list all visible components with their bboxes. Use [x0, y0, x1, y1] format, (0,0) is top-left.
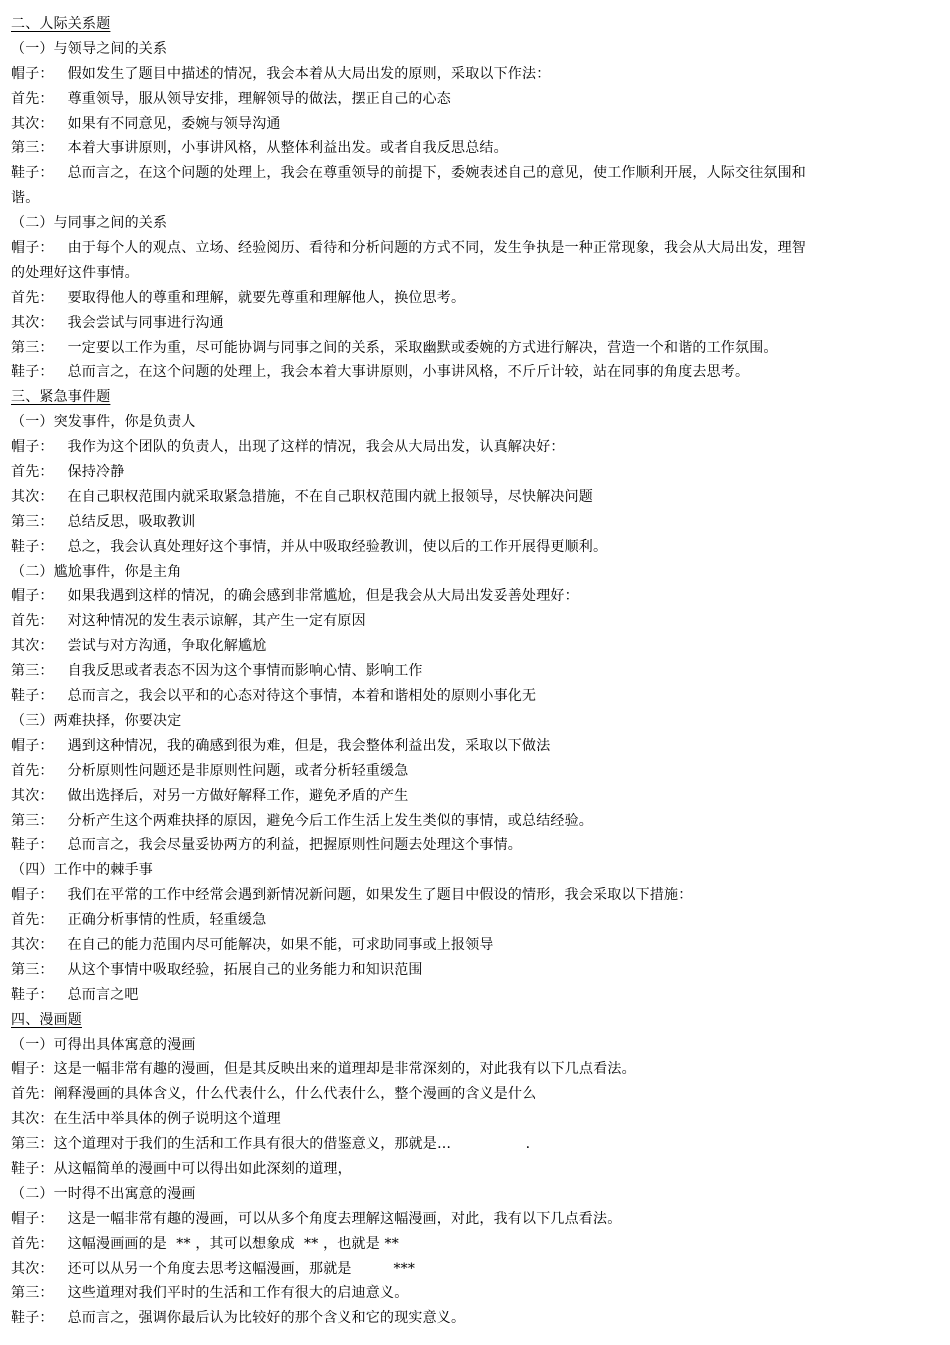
answer-text: 总而言之吧 — [67, 986, 139, 1003]
answer-line — [11, 286, 911, 311]
answer-line — [11, 634, 911, 659]
answer-text: 尊重领导，服从领导安排，理解领导的做法，摆正自己的心态 — [67, 90, 452, 107]
subsection-heading: （三）两难抉择，你要决定 — [11, 712, 182, 729]
answer-line — [11, 659, 911, 684]
answer-label: 首先： — [11, 90, 54, 107]
answer-line — [11, 784, 911, 809]
answer-label: 帽子： — [11, 588, 54, 605]
continuation-line: 谐。 — [11, 190, 40, 207]
answer-text: 一定要以工作为重，尽可能协调与同事之间的关系，采取幽默或委婉的方式进行解决，营造一个和谐的工作氛围。 — [67, 339, 778, 356]
answer-text: 在自己职权范围内就采取紧急措施，不在自己职权范围内就上报领导，尽快解决问题 — [67, 488, 594, 505]
answer-label: 帽子： — [11, 737, 54, 754]
section-heading-text: 三、紧急事件题 — [11, 389, 111, 406]
answer-line — [11, 1257, 911, 1282]
answer-text: 这幅漫画画的是 ** ，其可以想象成 ** ，也就是 ** — [67, 1235, 399, 1252]
answer-line — [11, 1157, 911, 1182]
answer-label: 首先： — [11, 912, 54, 929]
answer-label: 首先： — [11, 762, 54, 779]
answer-line — [11, 1306, 911, 1331]
answer-line — [11, 1281, 911, 1306]
answer-label: 第三： — [11, 140, 54, 157]
answer-label: 帽子： — [11, 240, 54, 257]
answer-label: 鞋子： — [11, 1160, 54, 1177]
answer-text: 从这幅简单的漫画中可以得出如此深刻的道理， — [53, 1160, 352, 1177]
answer-line — [11, 136, 911, 161]
answer-text: 这个道理对于我们的生活和工作具有很大的借鉴意义，那就是… . — [53, 1136, 531, 1153]
continuation-line: 的处理好这件事情。 — [11, 264, 139, 281]
answer-line — [11, 1082, 911, 1107]
answer-text: 自我反思或者表态不因为这个事情而影响心情、影响工作 — [67, 663, 423, 680]
answer-line — [11, 908, 911, 933]
section-heading — [11, 385, 911, 410]
answer-text: 这是一幅非常有趣的漫画，可以从多个角度去理解这幅漫画，对此，我有以下几点看法。 — [67, 1210, 622, 1227]
answer-label: 第三： — [11, 1136, 54, 1153]
answer-label: 其次： — [11, 488, 54, 505]
answer-label: 帽子： — [11, 1210, 54, 1227]
answer-line — [11, 460, 911, 485]
answer-text: 总而言之，强调你最后认为比较好的那个含义和它的现实意义。 — [67, 1310, 466, 1327]
answer-line — [11, 360, 911, 385]
answer-text: 分析原则性问题还是非原则性问题，或者分析轻重缓急 — [67, 762, 409, 779]
answer-text: 对这种情况的发生表示谅解，其产生一定有原因 — [67, 613, 366, 630]
answer-line — [11, 609, 911, 634]
answer-label: 其次： — [11, 787, 54, 804]
answer-label: 首先： — [11, 613, 54, 630]
answer-label: 首先： — [11, 464, 54, 481]
answer-line — [11, 1107, 911, 1132]
answer-text: 阐释漫画的具体含义，什么代表什么，什么代表什么，整个漫画的含义是什么 — [53, 1086, 537, 1103]
subsection-heading: （一）可得出具体寓意的漫画 — [11, 1036, 196, 1053]
answer-text: 总而言之，我会以平和的心态对待这个事情，本着和谐相处的原则小事化无 — [67, 688, 537, 705]
answer-text: 总之，我会认真处理好这个事情，并从中吸取经验教训，使以后的工作开展得更顺利。 — [67, 538, 608, 555]
answer-line — [11, 1057, 911, 1082]
section-heading-text: 二、人际关系题 — [11, 16, 111, 32]
answer-label: 第三： — [11, 961, 54, 978]
answer-text: 如果我遇到这样的情况，的确会感到非常尴尬，但是我会从大局出发妥善处理好： — [67, 588, 579, 605]
answer-label: 鞋子： — [11, 837, 54, 854]
subsection-heading: （一）突发事件，你是负责人 — [11, 414, 196, 431]
answer-text: 要取得他人的尊重和理解，就要先尊重和理解他人，换位思考。 — [67, 289, 466, 306]
answer-label: 首先： — [11, 289, 54, 306]
answer-line — [11, 1132, 911, 1157]
answer-label: 鞋子： — [11, 165, 54, 182]
answer-line — [11, 684, 911, 709]
answer-text: 总而言之，我会尽量妥协两方的利益，把握原则性问题去处理这个事情。 — [67, 837, 523, 854]
answer-text: 我会尝试与同事进行沟通 — [67, 314, 224, 331]
subsection-heading: （一）与领导之间的关系 — [11, 40, 168, 57]
answer-text: 保持冷静 — [67, 464, 125, 481]
answer-line — [11, 584, 911, 609]
answer-label: 第三： — [11, 1285, 54, 1302]
answer-line — [11, 336, 911, 361]
answer-text: 尝试与对方沟通，争取化解尴尬 — [67, 638, 267, 655]
answer-text: 总而言之，在这个问题的处理上，我会在尊重领导的前提下，委婉表述自己的意见，使工作顺利开展，人际交往氛围和 — [67, 165, 807, 182]
answer-line — [11, 833, 911, 858]
answer-line — [11, 734, 911, 759]
answer-label: 帽子： — [11, 65, 54, 82]
answer-text: 做出选择后，对另一方做好解释工作，避免矛盾的产生 — [67, 787, 409, 804]
answer-text: 还可以从另一个角度去思考这幅漫画，那就是 *** — [67, 1260, 416, 1277]
answer-label: 鞋子： — [11, 364, 54, 381]
answer-text: 我作为这个团队的负责人，出现了这样的情况，我会从大局出发，认真解决好： — [67, 439, 565, 456]
answer-text: 由于每个人的观点、立场、经验阅历、看待和分析问题的方式不同，发生争执是一种正常现象，我会从大局出发，理智 — [67, 240, 807, 257]
answer-line — [11, 983, 911, 1008]
answer-label: 鞋子： — [11, 986, 54, 1003]
answer-line — [11, 958, 911, 983]
answer-text: 遇到这种情况，我的确感到很为难，但是，我会整体利益出发，采取以下做法 — [67, 737, 551, 754]
answer-text: 总结反思，吸取教训 — [67, 513, 196, 530]
answer-line — [11, 62, 911, 87]
section-heading-text: 四、漫画题 — [11, 1011, 82, 1028]
answer-text: 这些道理对我们平时的生活和工作有很大的启迪意义。 — [67, 1285, 409, 1302]
subsection-heading: （四）工作中的棘手事 — [11, 862, 153, 879]
answer-text: 分析产生这个两难抉择的原因，避免今后工作生活上发生类似的事情，或总结经验。 — [67, 812, 594, 829]
answer-label: 鞋子： — [11, 538, 54, 555]
section-heading — [11, 1008, 911, 1033]
subsection-heading: （二）一时得不出寓意的漫画 — [11, 1185, 196, 1202]
answer-line — [11, 1207, 911, 1232]
answer-text: 正确分析事情的性质，轻重缓急 — [67, 912, 267, 929]
answer-label: 帽子： — [11, 887, 54, 904]
subsection-heading: （二）尴尬事件，你是主角 — [11, 563, 182, 580]
answer-label: 其次： — [11, 115, 54, 132]
answer-text: 从这个事情中吸取经验，拓展自己的业务能力和知识范围 — [67, 961, 423, 978]
answer-label: 鞋子： — [11, 1310, 54, 1327]
answer-label: 鞋子： — [11, 688, 54, 705]
answer-label: 第三： — [11, 513, 54, 530]
answer-line — [11, 759, 911, 784]
answer-line — [11, 883, 911, 908]
answer-text: 假如发生了题目中描述的情况，我会本着从大局出发的原则，采取以下作法： — [67, 65, 551, 82]
answer-line — [11, 535, 911, 560]
answer-line — [11, 112, 911, 137]
section-heading — [11, 12, 911, 37]
answer-line — [11, 510, 911, 535]
answer-label: 首先： — [11, 1235, 54, 1252]
answer-label: 帽子： — [11, 1061, 54, 1078]
answer-text: 这是一幅非常有趣的漫画，但是其反映出来的道理却是非常深刻的，对此我有以下几点看法。 — [53, 1061, 636, 1078]
answer-label: 其次： — [11, 1260, 54, 1277]
answer-line — [11, 236, 911, 261]
answer-line — [11, 161, 911, 186]
answer-line — [11, 485, 911, 510]
answer-line — [11, 435, 911, 460]
subsection-heading: （二）与同事之间的关系 — [11, 215, 168, 232]
answer-label: 其次： — [11, 314, 54, 331]
answer-label: 第三： — [11, 663, 54, 680]
answer-label: 帽子： — [11, 439, 54, 456]
answer-label: 其次： — [11, 1111, 54, 1128]
answer-label: 第三： — [11, 339, 54, 356]
answer-text: 总而言之，在这个问题的处理上，我会本着大事讲原则，小事讲风格，不斤斤计较，站在同事的角度去思考。 — [67, 364, 750, 381]
answer-label: 首先： — [11, 1086, 54, 1103]
answer-line — [11, 809, 911, 834]
answer-text: 如果有不同意见，委婉与领导沟通 — [67, 115, 281, 132]
answer-text: 在生活中举具体的例子说明这个道理 — [53, 1111, 281, 1128]
answer-text: 我们在平常的工作中经常会遇到新情况新问题，如果发生了题目中假设的情形，我会采取以下措施： — [67, 887, 693, 904]
answer-text: 本着大事讲原则，小事讲风格，从整体利益出发。或者自我反思总结。 — [67, 140, 508, 157]
answer-line — [11, 311, 911, 336]
answer-line — [11, 1232, 911, 1257]
answer-label: 其次： — [11, 936, 54, 953]
answer-label: 其次： — [11, 638, 54, 655]
answer-line — [11, 87, 911, 112]
answer-label: 第三： — [11, 812, 54, 829]
answer-line — [11, 933, 911, 958]
answer-text: 在自己的能力范围内尽可能解决，如果不能，可求助同事或上报领导 — [67, 936, 494, 953]
